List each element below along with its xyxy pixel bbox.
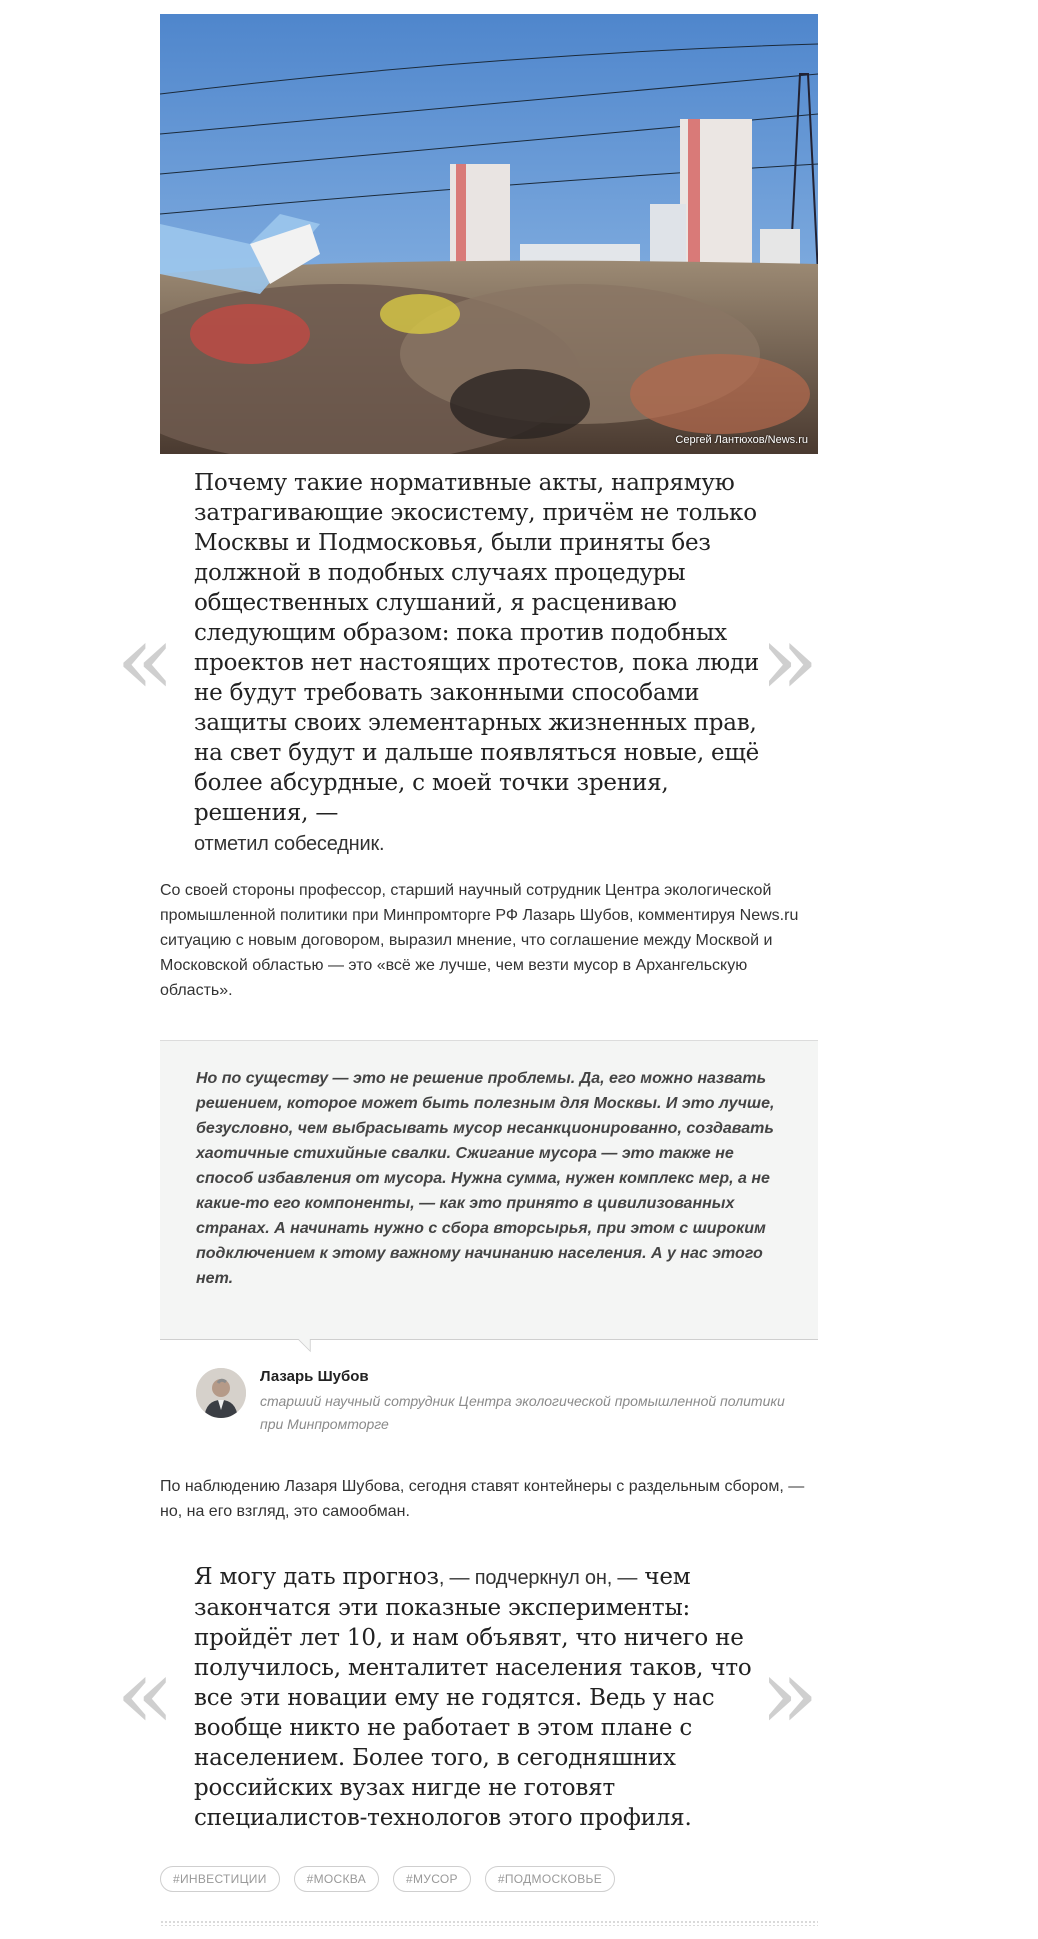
quote-2-text: чем закончатся эти показные эксперименты: пройдёт лет 10, и нам объявят, что ничего не получилось, менталитет населения таков, что все эти новации ему не годятся. Ведь у нас вообще никто не работает в этом плане с населением. Более того, в сегодняшних российских вузах нигде не готовят специалистов-технологов этого профиля.	[194, 1564, 752, 1831]
tag-garbage[interactable]: #МУСОР	[393, 1866, 471, 1892]
tag-moscow[interactable]: #МОСКВА	[294, 1866, 379, 1892]
quote-close-mark: »	[760, 604, 819, 716]
citation-box	[160, 1040, 818, 1340]
tag-moscow-region[interactable]: #ПОДМОСКОВЬЕ	[485, 1866, 615, 1892]
tag-list	[160, 1866, 615, 1892]
photo-credit: Сергей Лантюхов/News.ru	[675, 434, 808, 446]
pull-quote-1	[194, 468, 774, 859]
citation-author	[196, 1368, 816, 1432]
citation-text: Но по существу — это не решение проблемы. Да, его можно назвать решением, которое может быть полезным для Москвы. И это лучше, безусловно, чем выбрасывать мусор несанкционированно, создавать хаотичные стихийные свалки. Сжигание мусора — это также не способ избавления от мусора. Нужна сумма, нужен комплекс мер, а не какие-то его компоненты, — как это принято в цивилизованных странах. А начинать нужно с сбора вторсырья, при этом с широким подключением к этому важному начинанию населения. А у нас этого нет.	[196, 1070, 775, 1287]
article-photo	[160, 14, 818, 454]
citation-pointer	[298, 1339, 312, 1353]
author-name: Лазарь Шубов	[260, 1368, 369, 1385]
tag-investments[interactable]: #ИНВЕСТИЦИИ	[160, 1866, 280, 1892]
article-paragraph-2: По наблюдению Лазаря Шубова, сегодня ставят контейнеры с раздельным сбором, — но, на его взгляд, это самообман.	[160, 1478, 805, 1520]
quote-2-inset: , — подчеркнул он, —	[438, 1567, 638, 1589]
quote-2-open-mark: «	[116, 1638, 175, 1750]
landfill-illustration	[160, 14, 818, 454]
article-paragraph: Со своей стороны профессор, старший научный сотрудник Центра экологической промышленной политики при Минпромторге РФ Лазарь Шубов, комментируя News.ru ситуацию с новым договором, выразил мнение, что соглашение между Москвой и Московской областью — это «всё же лучше, чем везти мусор в Архангельскую область».	[160, 882, 799, 999]
quote-open-mark: «	[116, 604, 175, 716]
pull-quote-2	[194, 1562, 774, 1833]
avatar	[196, 1368, 246, 1418]
author-role: старший научный сотрудник Центра экологической промышленной политики при Минпромторге	[260, 1393, 785, 1432]
quote-1-text: Почему такие нормативные акты, напрямую затрагивающие экосистему, причём не только Москвы и Подмосковья, были приняты без должной в подобных случаях процедуры общественных слушаний, я расцениваю следующим образом: пока против подобных проектов нет настоящих протестов, пока люди не будут требовать законными способами защиты своих элементарных жизненных прав, на свет будут и дальше появляться новые, ещё более абсурдные, с моей точки зрения, решения, —	[194, 470, 760, 826]
quote-1-attribution: отметил собеседник.	[194, 833, 385, 855]
quote-2-lead: Я могу дать прогноз	[194, 1564, 439, 1590]
dotted-divider	[160, 1920, 818, 1926]
person-icon	[196, 1368, 246, 1418]
quote-2-close-mark: »	[760, 1638, 819, 1750]
